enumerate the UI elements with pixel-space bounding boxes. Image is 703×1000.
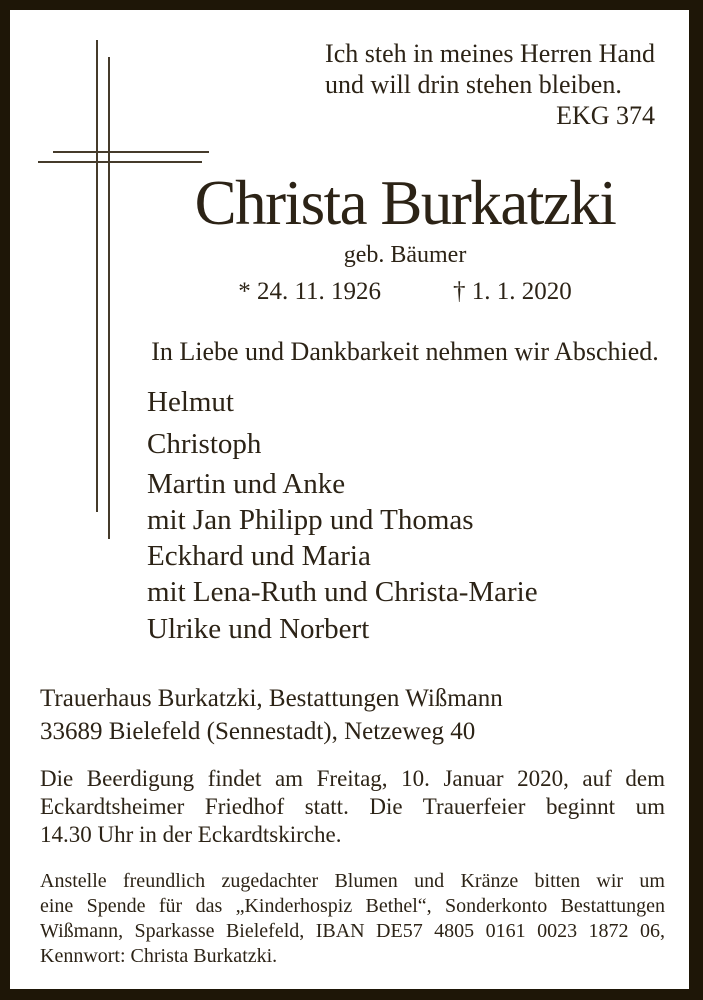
funeral-info-line: 14.30 Uhr in der Eckardtskirche.: [40, 822, 342, 847]
funeral-home-address: [40, 682, 665, 748]
funeral-information: [40, 765, 665, 849]
maiden-name: geb. Bäumer: [343, 242, 467, 268]
cross-horizontal-line-2: [38, 161, 202, 163]
cross-vertical-line-2: [108, 57, 110, 539]
obituary-sheet: [10, 10, 689, 989]
funeral-info-line: Die Beerdigung findet am Freitag, 10. Januar 2020, auf dem: [40, 766, 665, 791]
death-date: † 1. 1. 2020: [453, 278, 572, 305]
cross-vertical-line-1: [96, 40, 98, 512]
deceased-name: Christa Burkatzki: [194, 168, 616, 238]
epigraph-source: EKG 374: [556, 101, 655, 130]
funeral-home-line: Trauerhaus Burkatzki, Bestattungen Wißmann: [40, 685, 503, 712]
mourner-line: Martin und Anke: [147, 468, 346, 500]
epigraph-line: und will drin stehen bleiben.: [325, 70, 622, 99]
mourner-line: Christoph: [147, 428, 262, 460]
donation-info-line: Anstelle freundlich zugedachter Blumen und Kränze bitten wir um: [40, 870, 665, 892]
donation-info-line: Wißmann, Sparkasse Bielefeld, IBAN DE57 4805 0161 0023 1872 06,: [40, 920, 665, 942]
life-dates: [147, 277, 663, 307]
birth-date: * 24. 11. 1926: [238, 278, 382, 305]
mourner-line: mit Jan Philipp und Thomas: [147, 504, 474, 536]
cross-horizontal-line-1: [53, 151, 209, 153]
donation-info-line: eine Spende für das „Kinderhospiz Bethel“, Sonderkonto Bestattungen: [40, 895, 665, 917]
funeral-info-line: Eckardtsheimer Friedhof statt. Die Trauerfeier beginnt um: [40, 794, 665, 819]
epigraph-line: Ich steh in meines Herren Hand: [325, 39, 655, 68]
mourners-list: [147, 384, 663, 647]
mourner-line: Ulrike und Norbert: [147, 613, 370, 645]
farewell-line: In Liebe und Dankbarkeit nehmen wir Abschied.: [151, 337, 659, 366]
epigraph: [325, 38, 655, 131]
mourner-line: Helmut: [147, 386, 234, 418]
mourner-line: Eckhard und Maria: [147, 540, 371, 572]
donation-info-line: Kennwort: Christa Burkatzki.: [40, 945, 278, 967]
funeral-home-line: 33689 Bielefeld (Sennestadt), Netzeweg 40: [40, 718, 476, 745]
donation-information: [40, 869, 665, 969]
mourner-line: mit Lena-Ruth und Christa-Marie: [147, 576, 538, 608]
